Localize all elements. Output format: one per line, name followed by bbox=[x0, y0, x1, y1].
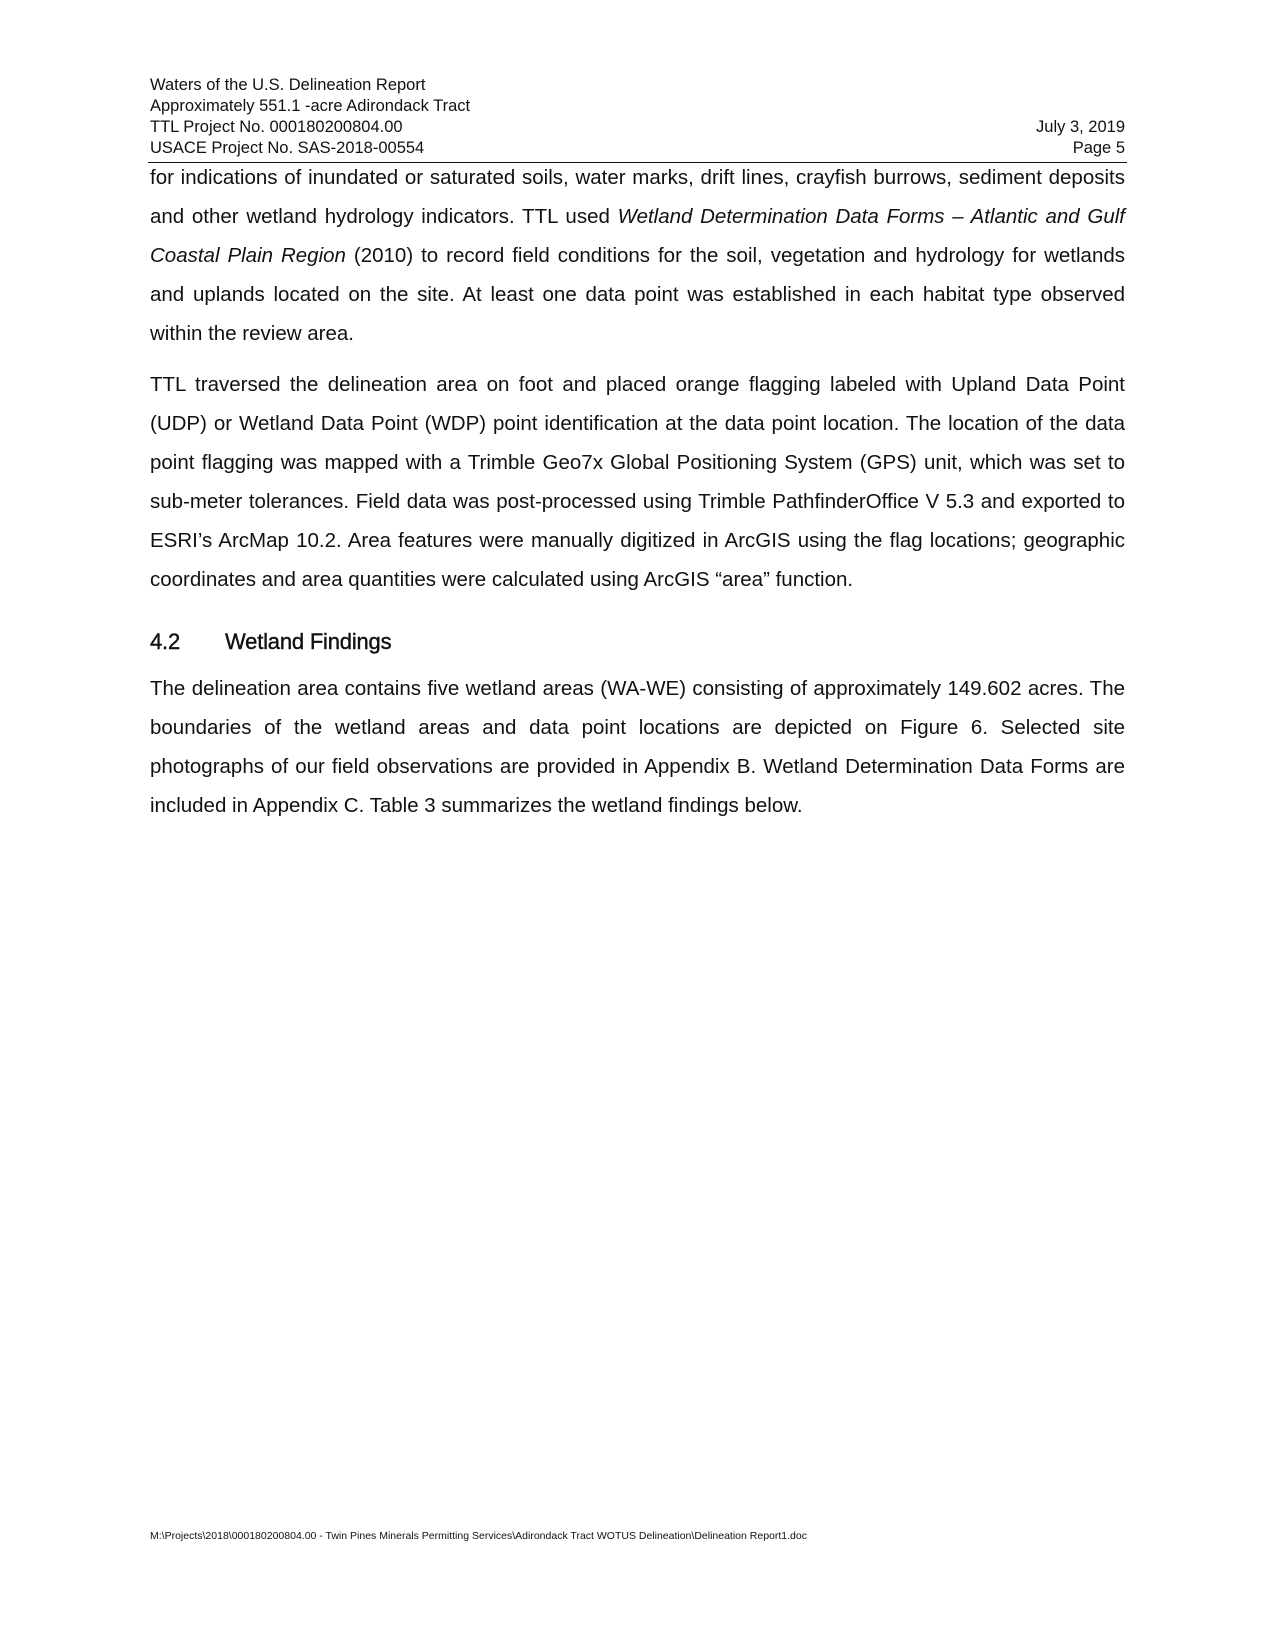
header-line-ttl-project bbox=[150, 117, 1125, 138]
page-header bbox=[150, 75, 1125, 159]
ttl-project-number: TTL Project No. 000180200804.00 bbox=[150, 118, 403, 136]
report-date: July 3, 2019 bbox=[1036, 118, 1125, 136]
paragraph-methods-continued bbox=[150, 158, 1125, 353]
paragraph-1-text-a: for indications of inundated or saturated soils, water marks, drift lines, crayfish burrows, sediment deposits and other wetland hydrology indicators. TTL used bbox=[150, 166, 1125, 228]
paragraph-field-methods: TTL traversed the delineation area on foot and placed orange flagging labeled with Upland Data Point (UDP) or Wetland Data Point (WDP) point identification at the data point location. The location of the data point flagging was mapped with a Trimble Geo7x Global Positioning System (GPS) unit, which was set to sub-meter tolerances. Field data was post-processed using Trimble PathfinderOffice V 5.3 and exported to ESRI’s ArcMap 10.2. Area features were manually digitized in ArcGIS using the flag locations; geographic coordinates and area quantities were calculated using ArcGIS “area” function. bbox=[150, 373, 1125, 591]
page-body bbox=[150, 158, 1125, 825]
file-path-footer: M:\Projects\2018\000180200804.00 - Twin Pines Minerals Permitting Services\Adirondack Tract WOTUS Delineation\Delineation Report1.doc bbox=[150, 1530, 807, 1542]
section-title: Wetland Findings bbox=[225, 629, 392, 654]
paragraph-1-form-title: Wetland Determination Data Forms – Atlantic and Gulf Coastal Plain Region bbox=[150, 205, 1125, 267]
paragraph-wetland-findings: The delineation area contains five wetland areas (WA-WE) consisting of approximately 149.602 acres. The boundaries of the wetland areas and data point locations are depicted on Figure 6. Selected site photographs of our field observations are provided in Appendix B. Wetland Determination Data Forms are included in Appendix C. Table 3 summarizes the wetland findings below. bbox=[150, 677, 1125, 817]
header-line-usace-project bbox=[150, 138, 1125, 159]
section-number: 4.2 bbox=[150, 629, 180, 654]
report-title: Waters of the U.S. Delineation Report bbox=[150, 76, 426, 94]
page-number: Page 5 bbox=[1072, 139, 1125, 157]
header-line-report-title bbox=[150, 75, 1125, 96]
paragraph-1-text-b: (2010) to record field conditions for the soil, vegetation and hydrology for wetlands and uplands located on the site. At least one data point was established in each habitat type observed within the review area. bbox=[150, 244, 1125, 345]
tract-description: Approximately 551.1 -acre Adirondack Tract bbox=[150, 97, 471, 115]
header-line-tract bbox=[150, 96, 1125, 117]
usace-project-number: USACE Project No. SAS-2018-00554 bbox=[150, 139, 425, 157]
section-heading bbox=[150, 625, 1125, 659]
